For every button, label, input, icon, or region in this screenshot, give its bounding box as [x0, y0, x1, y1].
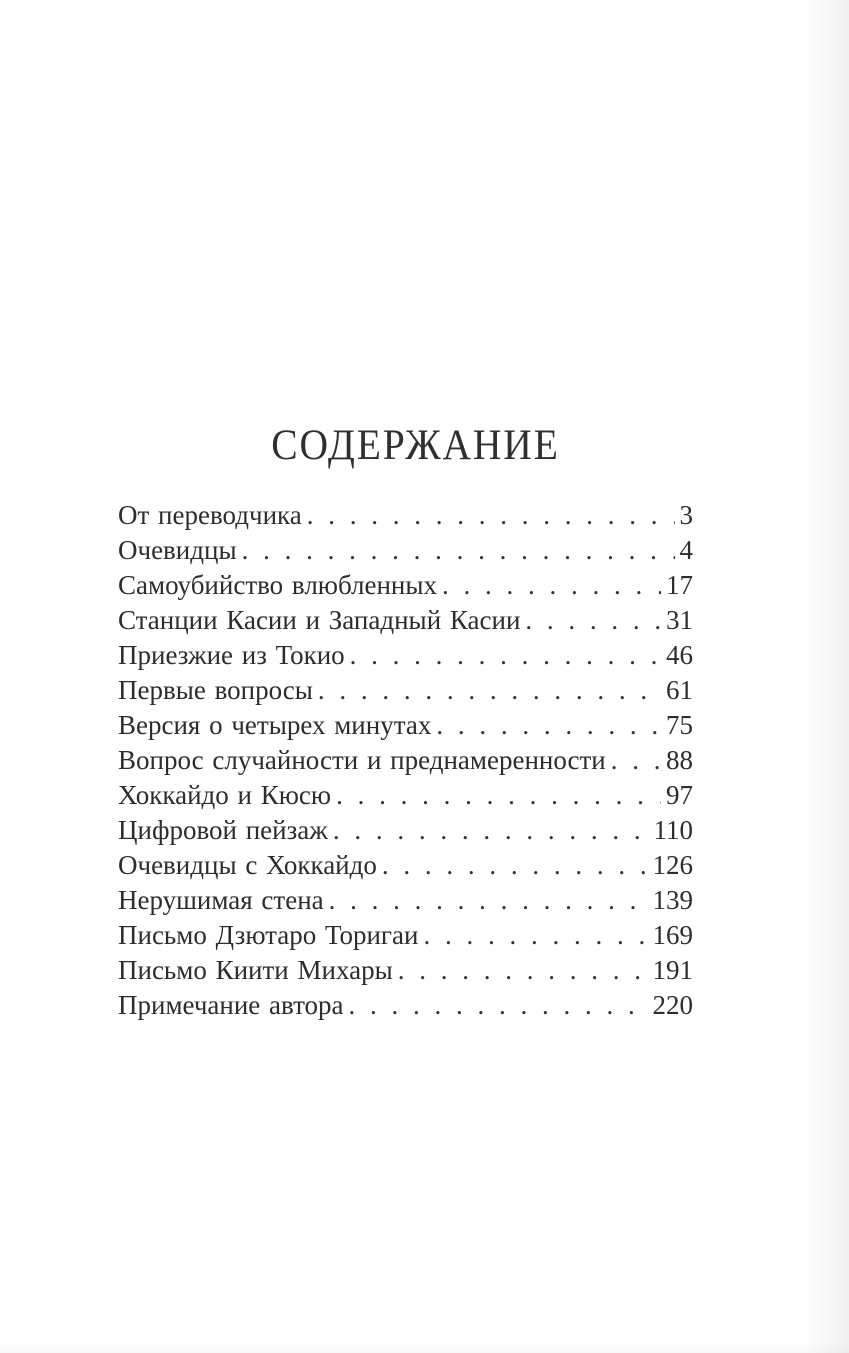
dot-leader	[431, 708, 661, 743]
toc-entry-label: Примечание автора	[118, 990, 344, 1020]
toc-entry-label: Станции Касии и Западный Касии	[118, 605, 521, 635]
dot-leader	[237, 533, 675, 568]
contents-heading: СОДЕРЖАНИЕ	[271, 422, 560, 469]
toc-entry	[118, 708, 693, 743]
toc-entry-label: Нерушимая стена	[118, 885, 324, 915]
toc-entry	[118, 568, 693, 603]
dot-leader	[344, 988, 648, 1023]
dot-leader	[520, 603, 661, 638]
toc-entry-page: 3	[679, 500, 693, 530]
toc-entry	[118, 988, 693, 1023]
dot-leader	[437, 568, 661, 603]
dot-leader	[393, 953, 648, 988]
toc-entry-label: Первые вопросы	[118, 675, 313, 705]
table-of-contents	[118, 498, 693, 1023]
page-bottom-shadow	[0, 1343, 849, 1353]
page-edge-shadow	[803, 0, 849, 1353]
toc-entry-label: Вопрос случайности и преднамеренности	[118, 745, 606, 775]
toc-entry	[118, 813, 693, 848]
toc-entry-page: 17	[666, 570, 693, 600]
toc-entry-label: Письмо Дзютаро Торигаи	[118, 920, 419, 950]
toc-entry-page: 61	[666, 675, 693, 705]
toc-entry-page: 31	[666, 605, 693, 635]
dot-leader	[313, 673, 661, 708]
toc-entry-label: От переводчика	[118, 500, 302, 530]
toc-entry	[118, 883, 693, 918]
toc-entry	[118, 953, 693, 988]
toc-entry	[118, 638, 693, 673]
toc-entry	[118, 848, 693, 883]
toc-entry-page: 139	[652, 885, 693, 915]
toc-entry-label: Очевидцы	[118, 535, 237, 565]
dot-leader	[345, 638, 661, 673]
toc-entry-page: 97	[666, 780, 693, 810]
toc-entry-page: 169	[652, 920, 693, 950]
toc-entry	[118, 778, 693, 813]
dot-leader	[328, 813, 649, 848]
dot-leader	[377, 848, 648, 883]
dot-leader	[606, 743, 661, 778]
toc-entry-label: Приезжие из Токио	[118, 640, 345, 670]
toc-entry-page: 110	[653, 815, 693, 845]
toc-entry-page: 4	[679, 535, 693, 565]
toc-entry-page: 191	[652, 955, 693, 985]
toc-entry-page: 46	[666, 640, 693, 670]
toc-entry	[118, 743, 693, 778]
toc-entry	[118, 673, 693, 708]
toc-entry	[118, 533, 693, 568]
dot-leader	[302, 498, 675, 533]
toc-entry	[118, 918, 693, 953]
toc-entry-label: Хоккайдо и Кюсю	[118, 780, 332, 810]
toc-entry-label: Самоубийство влюбленных	[118, 570, 438, 600]
dot-leader	[331, 778, 661, 813]
toc-entry-page: 88	[666, 745, 693, 775]
toc-entry-label: Цифровой пейзаж	[118, 815, 328, 845]
toc-entry	[118, 603, 693, 638]
dot-leader	[324, 883, 648, 918]
toc-entry-page: 75	[666, 710, 693, 740]
toc-entry-page: 126	[652, 850, 693, 880]
toc-entry-label: Письмо Киити Михары	[118, 955, 393, 985]
toc-entry-label: Версия о четырех минутах	[118, 710, 432, 740]
dot-leader	[418, 918, 647, 953]
toc-entry-page: 220	[652, 990, 693, 1020]
toc-entry-label: Очевидцы с Хоккайдо	[118, 850, 377, 880]
toc-entry	[118, 498, 693, 533]
